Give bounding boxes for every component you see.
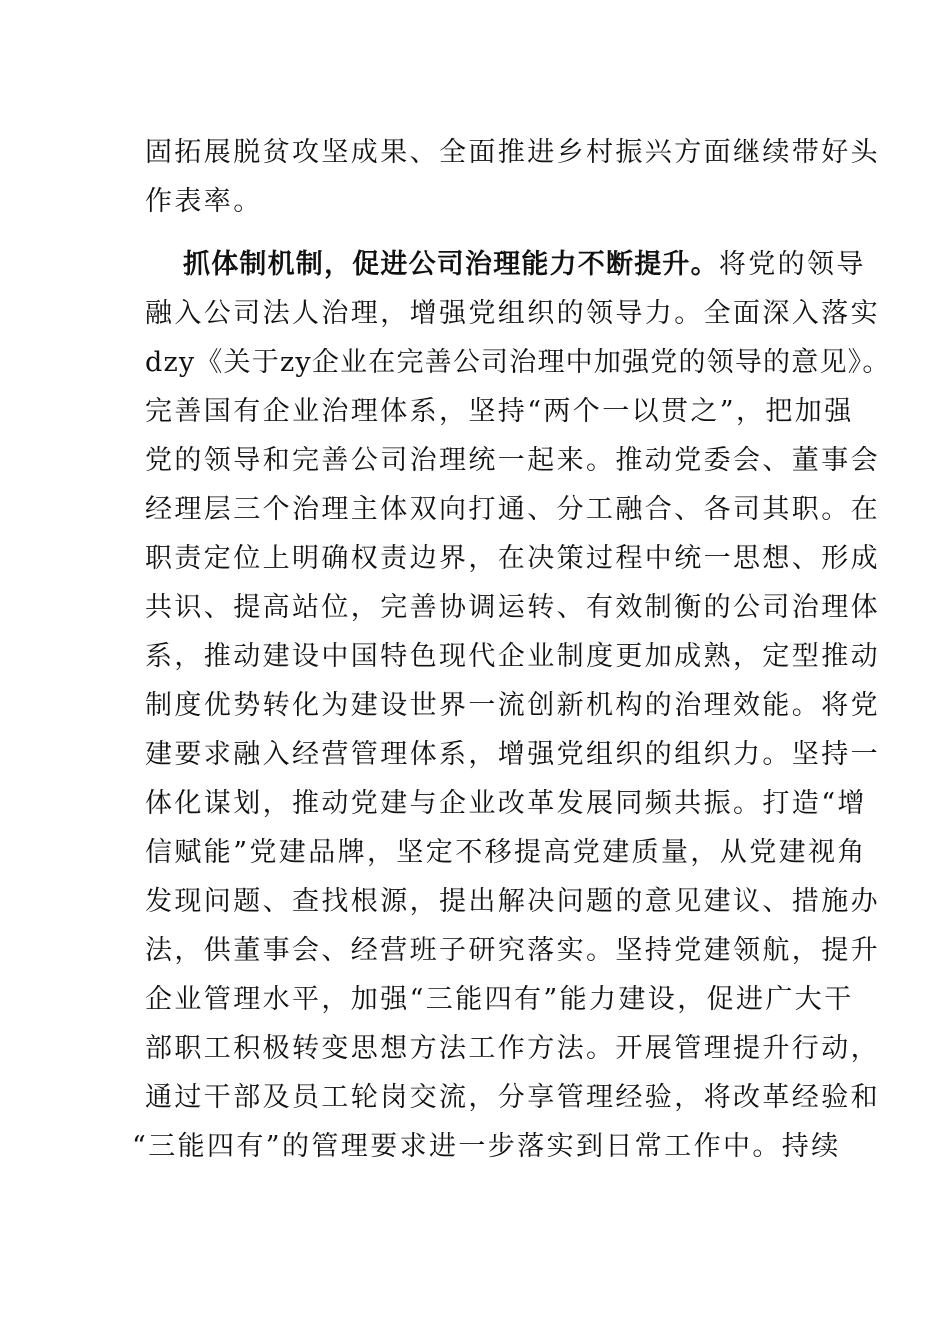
- text-line: 制度优势转化为建设世界一流创新机构的治理效能。将党: [145, 690, 880, 721]
- text-line: 体化谋划，推动党建与企业改革发展同频共振。打造“增: [145, 788, 867, 819]
- text-line: 职责定位上明确权责边界，在决策过程中统一思想、形成: [145, 543, 880, 574]
- text-line: 融入公司法人治理，增强党组织的领导力。全面深入落实: [145, 298, 880, 329]
- text-line: dzy《关于zy企业在完善公司治理中加强党的领导的意见》。: [145, 347, 891, 378]
- text-line: 完善国有企业治理体系，坚持“两个一以贯之”，把加强: [145, 396, 854, 427]
- text-line: 共识、提高站位，完善协调运转、有效制衡的公司治理体: [145, 592, 880, 623]
- text-line: 作表率。: [145, 186, 263, 217]
- text-line: 发现问题、查找根源，提出解决问题的意见建议、措施办: [145, 886, 880, 917]
- text-line: 党的领导和完善公司治理统一起来。推动党委会、董事会: [145, 445, 880, 476]
- text-line: 通过干部及员工轮岗交流，分享管理经验，将改革经验和: [145, 1082, 880, 1113]
- text-line: 企业管理水平，加强“三能四有”能力建设，促进广大干: [145, 984, 854, 1015]
- text-line: 建要求融入经营管理体系，增强党组织的组织力。坚持一: [145, 739, 880, 770]
- text-line: 经理层三个治理主体双向打通、分工融合、各司其职。在: [145, 494, 880, 525]
- paragraph-first-line-text: 将党的领导: [718, 249, 866, 280]
- text-line: 信赋能”党建品牌，坚定不移提高党建质量，从党建视角: [145, 837, 867, 868]
- text-line: 固拓展脱贫攻坚成果、全面推进乡村振兴方面继续带好头: [145, 137, 880, 168]
- text-line: 法，供董事会、经营班子研究落实。坚持党建领航，提升: [145, 935, 880, 966]
- text-line: 系，推动建设中国特色现代企业制度更加成熟，定型推动: [145, 641, 880, 672]
- paragraph-heading: 抓体制机制，促进公司治理能力不断提升。: [183, 249, 719, 280]
- text-line: “三能四有”的管理要求进一步落实到日常工作中。持续: [132, 1131, 841, 1162]
- text-line: 部职工积极转变思想方法工作方法。开展管理提升行动，: [145, 1033, 880, 1064]
- paragraph-first-line: [183, 248, 866, 282]
